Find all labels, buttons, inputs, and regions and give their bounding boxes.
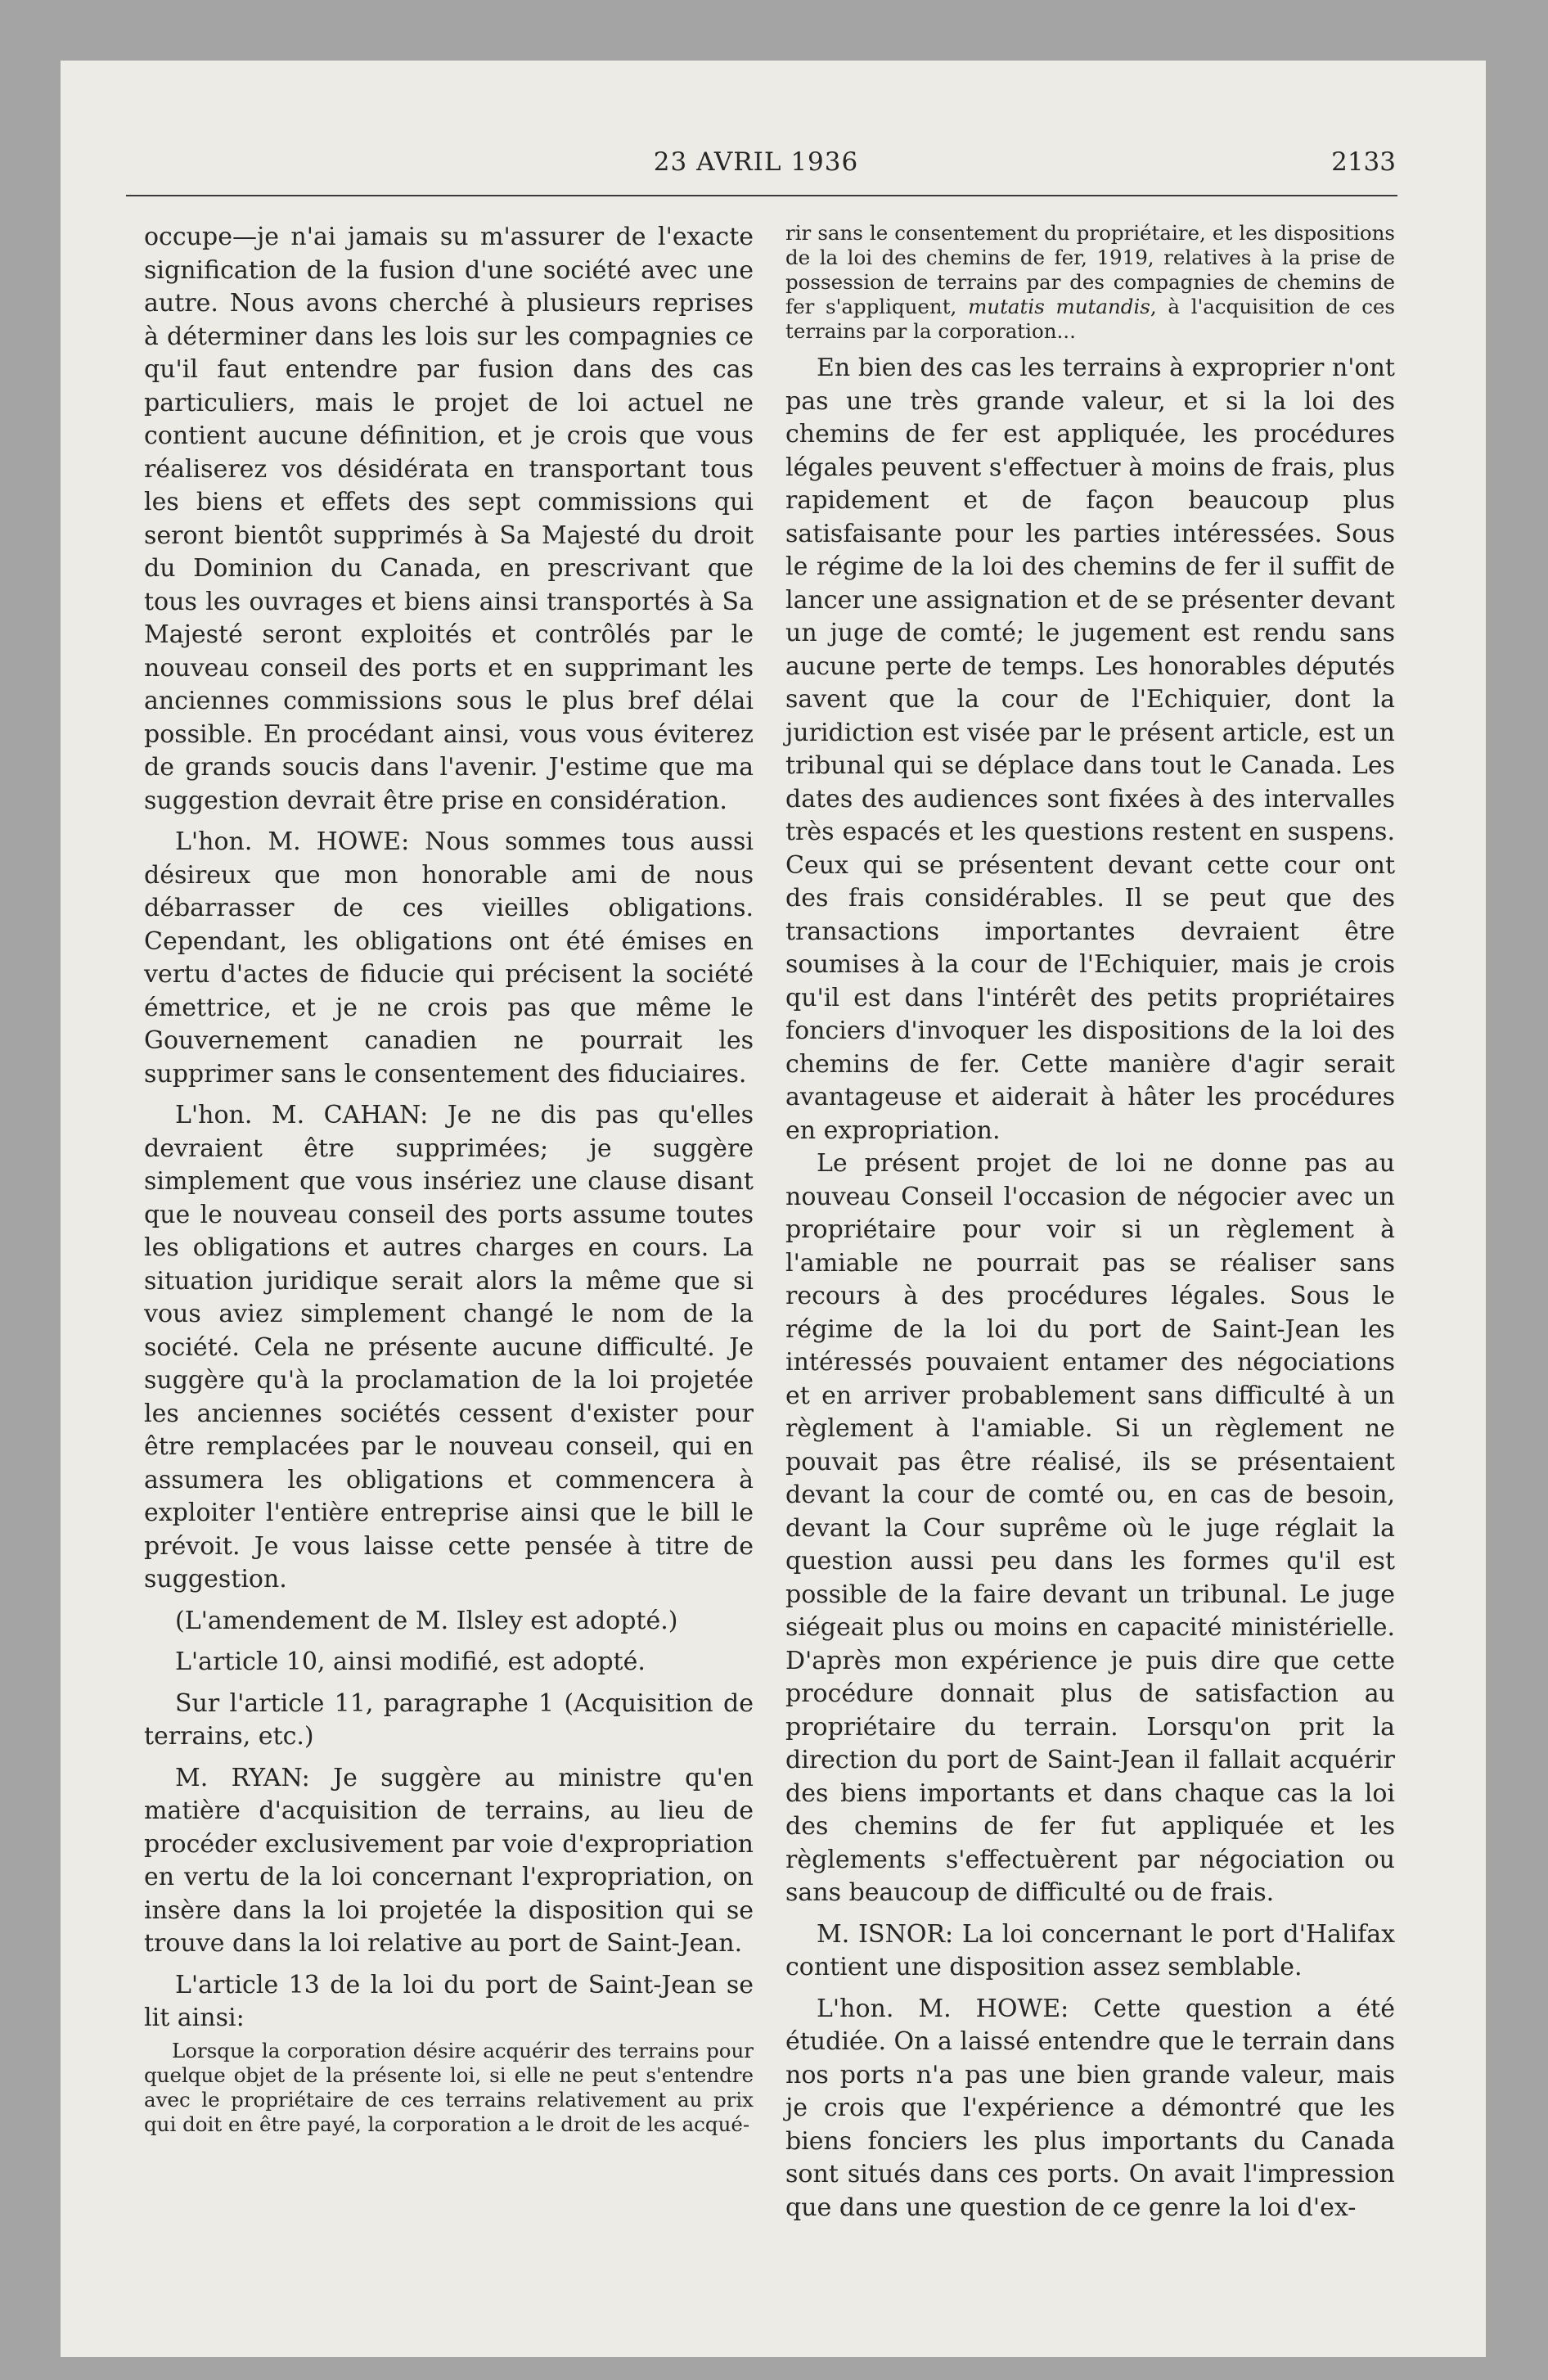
right-column xyxy=(785,221,1395,2224)
paragraph: L'hon. M. HOWE: Cette question a été étudiée. On a laissé entendre que le terrain dans nos ports n'a pas une bien grande valeur, mais je crois que l'expérience a démontré que les biens fonciers les plus importants du Canada sont situés dans ces ports. On avait l'impression que dans une question de ce genre la loi d'ex- xyxy=(785,1994,1395,2222)
paragraph: En bien des cas les terrains à exproprier n'ont pas une très grande valeur, et si la loi des chemins de fer est appliquée, les procédures légales peuvent s'effectuer à moins de frais, plus rapidement et de façon beaucoup plus satisfaisante pour les parties intéressées. Sous le régime de la loi des chemins de fer il suffit de lancer une assignation et de se présenter devant un juge de comté; le jugement est rendu sans aucune perte de temps. Les honorables députés savent que la cour de l'Echiquier, dont la juridiction est visée par le présent article, est un tribunal qui se déplace dans tout le Canada. Les dates des audiences sont fixées à des intervalles très espacés et les questions restent en suspens. Ceux qui se présentent devant cette cour ont des frais considérables. Il se peut que des transactions importantes devraient être soumises à la cour de l'Echiquier, mais je crois qu'il est dans l'intérêt des petits propriétaires fonciers d'invoquer les dispositions de la loi des chemins de fer. Cette manière d'agir serait avantageuse et aiderait à hâter les procédures en expropriation. xyxy=(785,354,1395,1145)
paragraph: (L'amendement de M. Ilsley est adopté.) xyxy=(175,1606,678,1635)
paragraph: M. ISNOR: La loi concernant le port d'Halifax contient une disposition assez semblable. xyxy=(785,1919,1395,1981)
left-column xyxy=(144,221,754,2137)
quote-text: , à l'acquisition de ces terrains par la corporation... xyxy=(785,295,1395,343)
quote-italic-phrase: mutatis mutandis xyxy=(968,295,1150,318)
page-date: 23 AVRIL 1936 xyxy=(653,147,859,177)
document-page xyxy=(61,61,1486,2357)
paragraph: L'hon. M. CAHAN: Je ne dis pas qu'elles devraient être supprimées; je suggère simplement que vous insériez une clause disant que le nouveau conseil des ports assume toutes les obligations et autres charges en cours. La situation juridique serait alors la même que si vous aviez simplement changé le nom de la société. Cela ne présente aucune difficulté. Je suggère qu'à la proclamation de la loi projetée les anciennes sociétés cessent d'exister pour être remplacées par le nouveau conseil, qui en assumera les obligations et commencera à exploiter l'entière entreprise ainsi que le bill le prévoit. Je vous laisse cette pensée à titre de suggestion. xyxy=(144,1101,754,1593)
paragraph: L'article 10, ainsi modifié, est adopté. xyxy=(175,1648,646,1676)
quoted-statute-continued xyxy=(785,221,1395,344)
paragraph: L'article 13 de la loi du port de Saint-Jean se lit ainsi: xyxy=(144,1970,754,2032)
quoted-statute: Lorsque la corporation désire acquérir des terrains pour quelque objet de la présente loi, si elle ne peut s'entendre avec le propriétaire de ces terrains relativement au prix qui doit en être payé, la corporation a le droit de les acqué- xyxy=(144,2038,754,2136)
paragraph: L'hon. M. HOWE: Nous sommes tous aussi désireux que mon honorable ami de nous débarrasser de ces vieilles obligations. Cependant, les obligations ont été émises en vertu d'actes de fiducie qui précisent la société émettrice, et je ne crois pas que même le Gouvernement canadien ne pourrait les supprimer sans le consentement des fiduciaires. xyxy=(144,827,754,1089)
paragraph: Sur l'article 11, paragraphe 1 (Acquisition de terrains, etc.) xyxy=(144,1688,754,1751)
page-number: 2133 xyxy=(1331,147,1396,177)
paragraph: occupe—je n'ai jamais su m'assurer de l'exacte signification de la fusion d'une société avec une autre. Nous avons cherché à plusieurs reprises à déterminer dans les lois sur les compagnies ce qu'il faut entendre par fusion dans des cas particuliers, mais le projet de loi actuel ne contient aucune définition, et je crois que vous réaliserez vos désidérata en transportant tous les biens et effets des sept commissions qui seront bientôt supprimés à Sa Majesté du droit du Dominion du Canada, en prescrivant que tous les ouvrages et biens ainsi transportés à Sa Majesté seront exploités et contrôlés par le nouveau conseil des ports et en supprimant les anciennes commissions sous le plus bref délai possible. En procédant ainsi, vous vous éviterez de grands soucis dans l'avenir. J'estime que ma suggestion devrait être prise en considération. xyxy=(144,223,754,815)
paragraph: Le présent projet de loi ne donne pas au nouveau Conseil l'occasion de négocier avec un propriétaire pour voir si un règlement à l'amiable ne pourrait pas se réaliser sans recours à des procédures légales. Sous le régime de la loi du port de Saint-Jean les intéressés pouvaient entamer des négociations et en arriver probablement sans difficulté à un règlement à l'amiable. Si un règlement ne pouvait pas être réalisé, ils se présentaient devant la cour de comté ou, en cas de besoin, devant la Cour suprême où le juge réglait la question aussi peu dans les formes qu'il est possible de la faire devant un tribunal. Le juge siégeait plus ou moins en capacité ministérielle. D'après mon expérience je puis dire que cette procédure donnait plus de satisfaction au propriétaire du terrain. Lorsqu'on prit la direction du port de Saint-Jean il fallait acquérir des biens importants et dans chaque cas la loi des chemins de fer fut appliquée et les règlements s'effectuèrent par négociation ou sans beaucoup de difficulté ou de frais. xyxy=(785,1149,1395,1907)
quote-text: rir sans le consentement du propriétaire, et les dispositions de la loi des chemins de fer, 1919, relatives à la prise de possession de terrains par des compagnies de chemins de fer s'appliquent, xyxy=(785,221,1395,318)
paragraph: M. RYAN: Je suggère au ministre qu'en matière d'acquisition de terrains, au lieu de procéder exclusivement par voie d'expropriation en vertu de la loi concernant l'expropriation, on insère dans la loi projetée la disposition qui se trouve dans la loi relative au port de Saint-Jean. xyxy=(144,1763,754,1958)
header-divider xyxy=(126,195,1397,196)
